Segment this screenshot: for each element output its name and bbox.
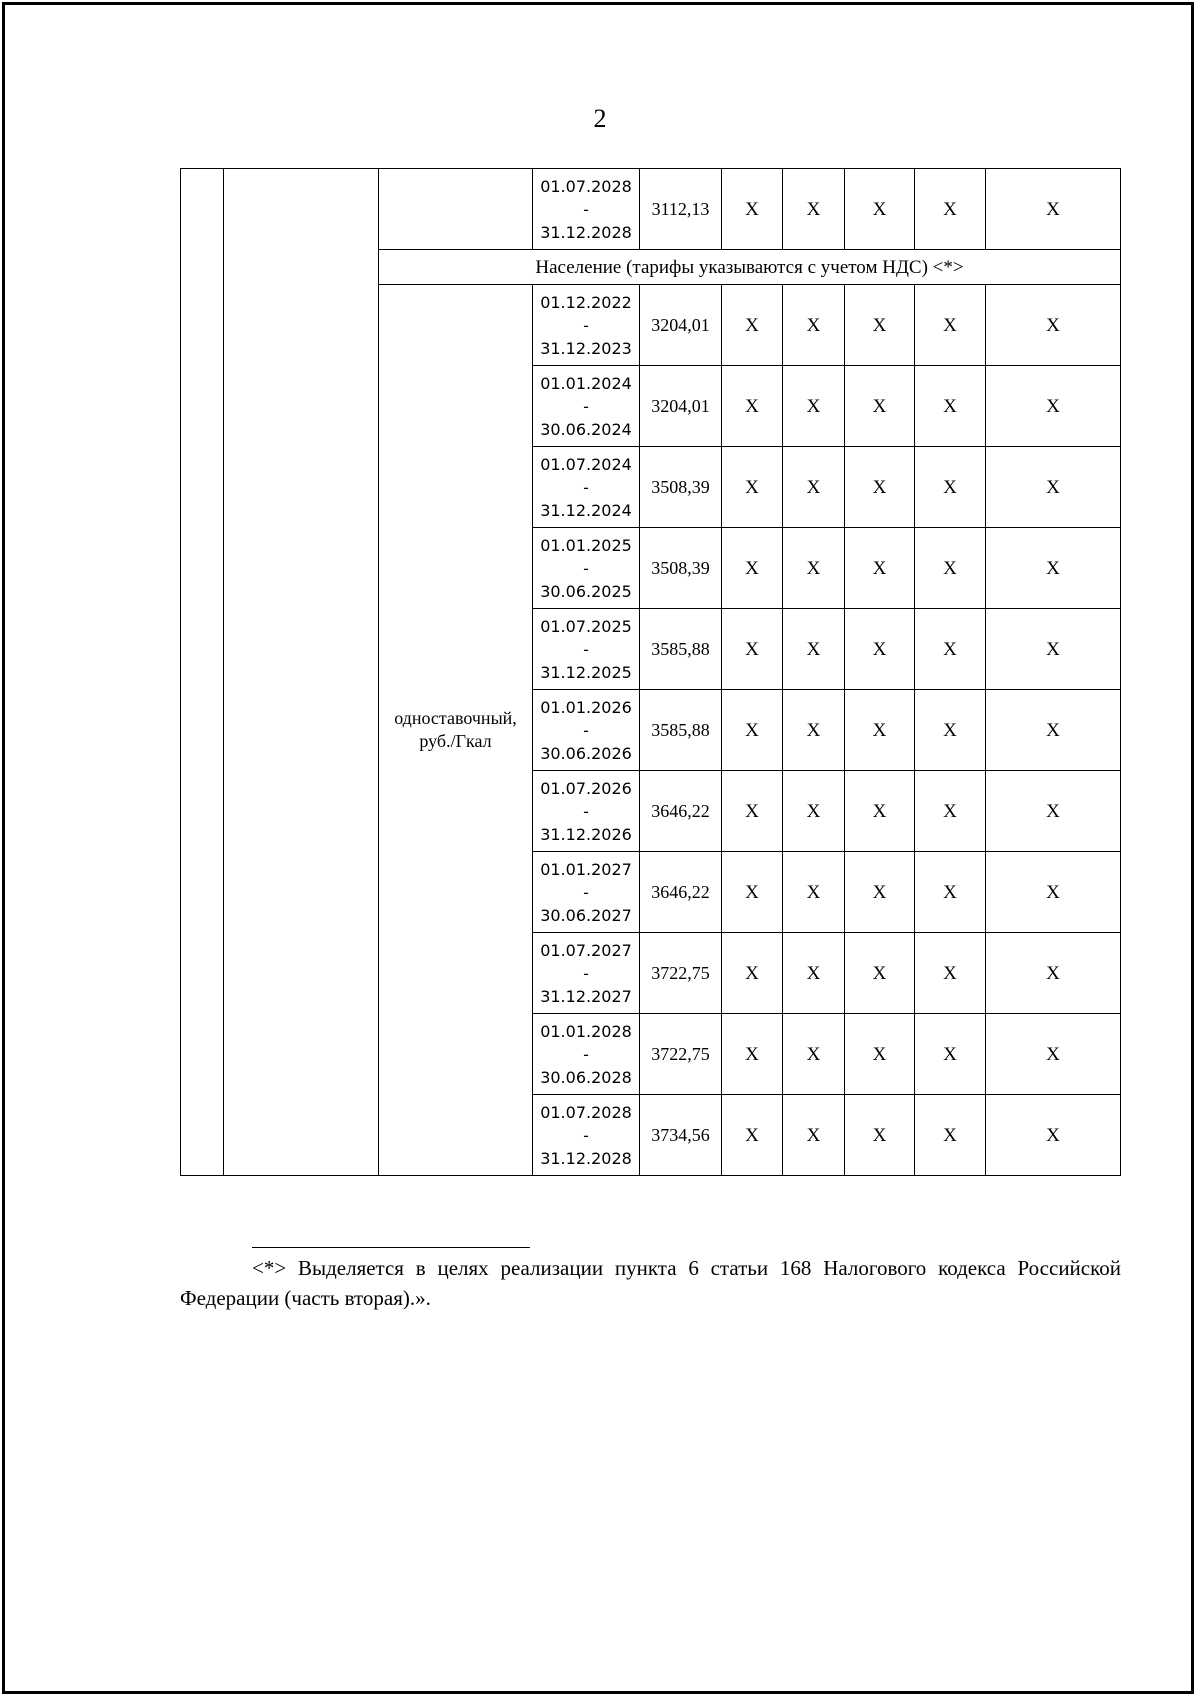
rate-type-cell-top bbox=[379, 169, 533, 250]
period-cell: 01.07.2026 - 31.12.2026 bbox=[533, 771, 640, 852]
mark-cell: X bbox=[845, 852, 915, 933]
footnote-separator bbox=[252, 1247, 530, 1248]
mark-cell: X bbox=[722, 852, 783, 933]
tariff-table bbox=[180, 168, 1121, 1176]
mark-cell: X bbox=[986, 609, 1121, 690]
period-cell: 01.07.2025 - 31.12.2025 bbox=[533, 609, 640, 690]
period-cell: 01.01.2028 - 30.06.2028 bbox=[533, 1014, 640, 1095]
mark-cell: X bbox=[722, 609, 783, 690]
price-cell: 3722,75 bbox=[640, 933, 722, 1014]
mark-cell: X bbox=[915, 690, 986, 771]
mark-cell: X bbox=[986, 852, 1121, 933]
mark-cell: X bbox=[845, 609, 915, 690]
organization-column-cell bbox=[224, 169, 379, 1176]
mark-cell: X bbox=[915, 771, 986, 852]
price-cell: 3585,88 bbox=[640, 690, 722, 771]
mark-cell: X bbox=[722, 771, 783, 852]
period-cell: 01.07.2027 - 31.12.2027 bbox=[533, 933, 640, 1014]
mark-cell: X bbox=[783, 1014, 845, 1095]
mark-cell: X bbox=[783, 1095, 845, 1176]
number-column-cell bbox=[181, 169, 224, 1176]
mark-cell: X bbox=[915, 1014, 986, 1095]
mark-cell: X bbox=[915, 1095, 986, 1176]
price-cell: 3204,01 bbox=[640, 366, 722, 447]
mark-cell: X bbox=[915, 933, 986, 1014]
rate-type-cell: одноставочный, руб./Гкал bbox=[379, 285, 533, 1176]
mark-cell: X bbox=[845, 447, 915, 528]
period-cell: 01.07.2028 - 31.12.2028 bbox=[533, 169, 640, 250]
mark-cell: X bbox=[783, 285, 845, 366]
mark-cell: X bbox=[845, 690, 915, 771]
table-row bbox=[181, 169, 1121, 250]
price-cell: 3585,88 bbox=[640, 609, 722, 690]
mark-cell: X bbox=[986, 528, 1121, 609]
mark-cell: X bbox=[722, 366, 783, 447]
mark-cell: X bbox=[783, 609, 845, 690]
mark-cell: X bbox=[783, 447, 845, 528]
period-cell: 01.01.2024 - 30.06.2024 bbox=[533, 366, 640, 447]
period-cell: 01.01.2027 - 30.06.2027 bbox=[533, 852, 640, 933]
mark-cell: X bbox=[722, 690, 783, 771]
price-cell: 3204,01 bbox=[640, 285, 722, 366]
price-cell: 3646,22 bbox=[640, 771, 722, 852]
mark-cell: X bbox=[986, 1014, 1121, 1095]
price-cell: 3722,75 bbox=[640, 1014, 722, 1095]
mark-cell: X bbox=[986, 366, 1121, 447]
mark-cell: X bbox=[722, 933, 783, 1014]
mark-cell: X bbox=[722, 447, 783, 528]
mark-cell: X bbox=[783, 852, 845, 933]
mark-cell: X bbox=[845, 285, 915, 366]
mark-cell: X bbox=[986, 690, 1121, 771]
mark-cell: X bbox=[845, 771, 915, 852]
mark-cell: X bbox=[783, 771, 845, 852]
period-cell: 01.07.2028 - 31.12.2028 bbox=[533, 1095, 640, 1176]
mark-cell: X bbox=[783, 933, 845, 1014]
period-cell: 01.07.2024 - 31.12.2024 bbox=[533, 447, 640, 528]
page-number: 2 bbox=[593, 104, 607, 133]
section-header: Население (тарифы указываются с учетом НДС) <*> bbox=[379, 250, 1121, 285]
period-cell: 01.12.2022 - 31.12.2023 bbox=[533, 285, 640, 366]
mark-cell: X bbox=[722, 528, 783, 609]
mark-cell: X bbox=[915, 169, 986, 250]
mark-cell: X bbox=[845, 169, 915, 250]
mark-cell: X bbox=[986, 447, 1121, 528]
period-cell: 01.01.2025 - 30.06.2025 bbox=[533, 528, 640, 609]
mark-cell: X bbox=[845, 528, 915, 609]
mark-cell: X bbox=[986, 169, 1121, 250]
mark-cell: X bbox=[845, 1095, 915, 1176]
mark-cell: X bbox=[783, 528, 845, 609]
price-cell: 3112,13 bbox=[640, 169, 722, 250]
mark-cell: X bbox=[845, 366, 915, 447]
mark-cell: X bbox=[845, 1014, 915, 1095]
mark-cell: X bbox=[915, 528, 986, 609]
mark-cell: X bbox=[845, 933, 915, 1014]
mark-cell: X bbox=[722, 169, 783, 250]
mark-cell: X bbox=[722, 285, 783, 366]
mark-cell: X bbox=[722, 1014, 783, 1095]
mark-cell: X bbox=[915, 447, 986, 528]
mark-cell: X bbox=[986, 771, 1121, 852]
mark-cell: X bbox=[986, 1095, 1121, 1176]
price-cell: 3734,56 bbox=[640, 1095, 722, 1176]
mark-cell: X bbox=[915, 609, 986, 690]
price-cell: 3646,22 bbox=[640, 852, 722, 933]
mark-cell: X bbox=[722, 1095, 783, 1176]
mark-cell: X bbox=[783, 169, 845, 250]
period-cell: 01.01.2026 - 30.06.2026 bbox=[533, 690, 640, 771]
price-cell: 3508,39 bbox=[640, 528, 722, 609]
mark-cell: X bbox=[986, 933, 1121, 1014]
mark-cell: X bbox=[915, 852, 986, 933]
mark-cell: X bbox=[915, 285, 986, 366]
footnote-text: <*> Выделяется в целях реализации пункта 6 статьи 168 Налогового кодекса Российской Федерации (часть вторая).». bbox=[180, 1256, 1121, 1310]
mark-cell: X bbox=[915, 366, 986, 447]
price-cell: 3508,39 bbox=[640, 447, 722, 528]
mark-cell: X bbox=[783, 366, 845, 447]
mark-cell: X bbox=[783, 690, 845, 771]
mark-cell: X bbox=[986, 285, 1121, 366]
